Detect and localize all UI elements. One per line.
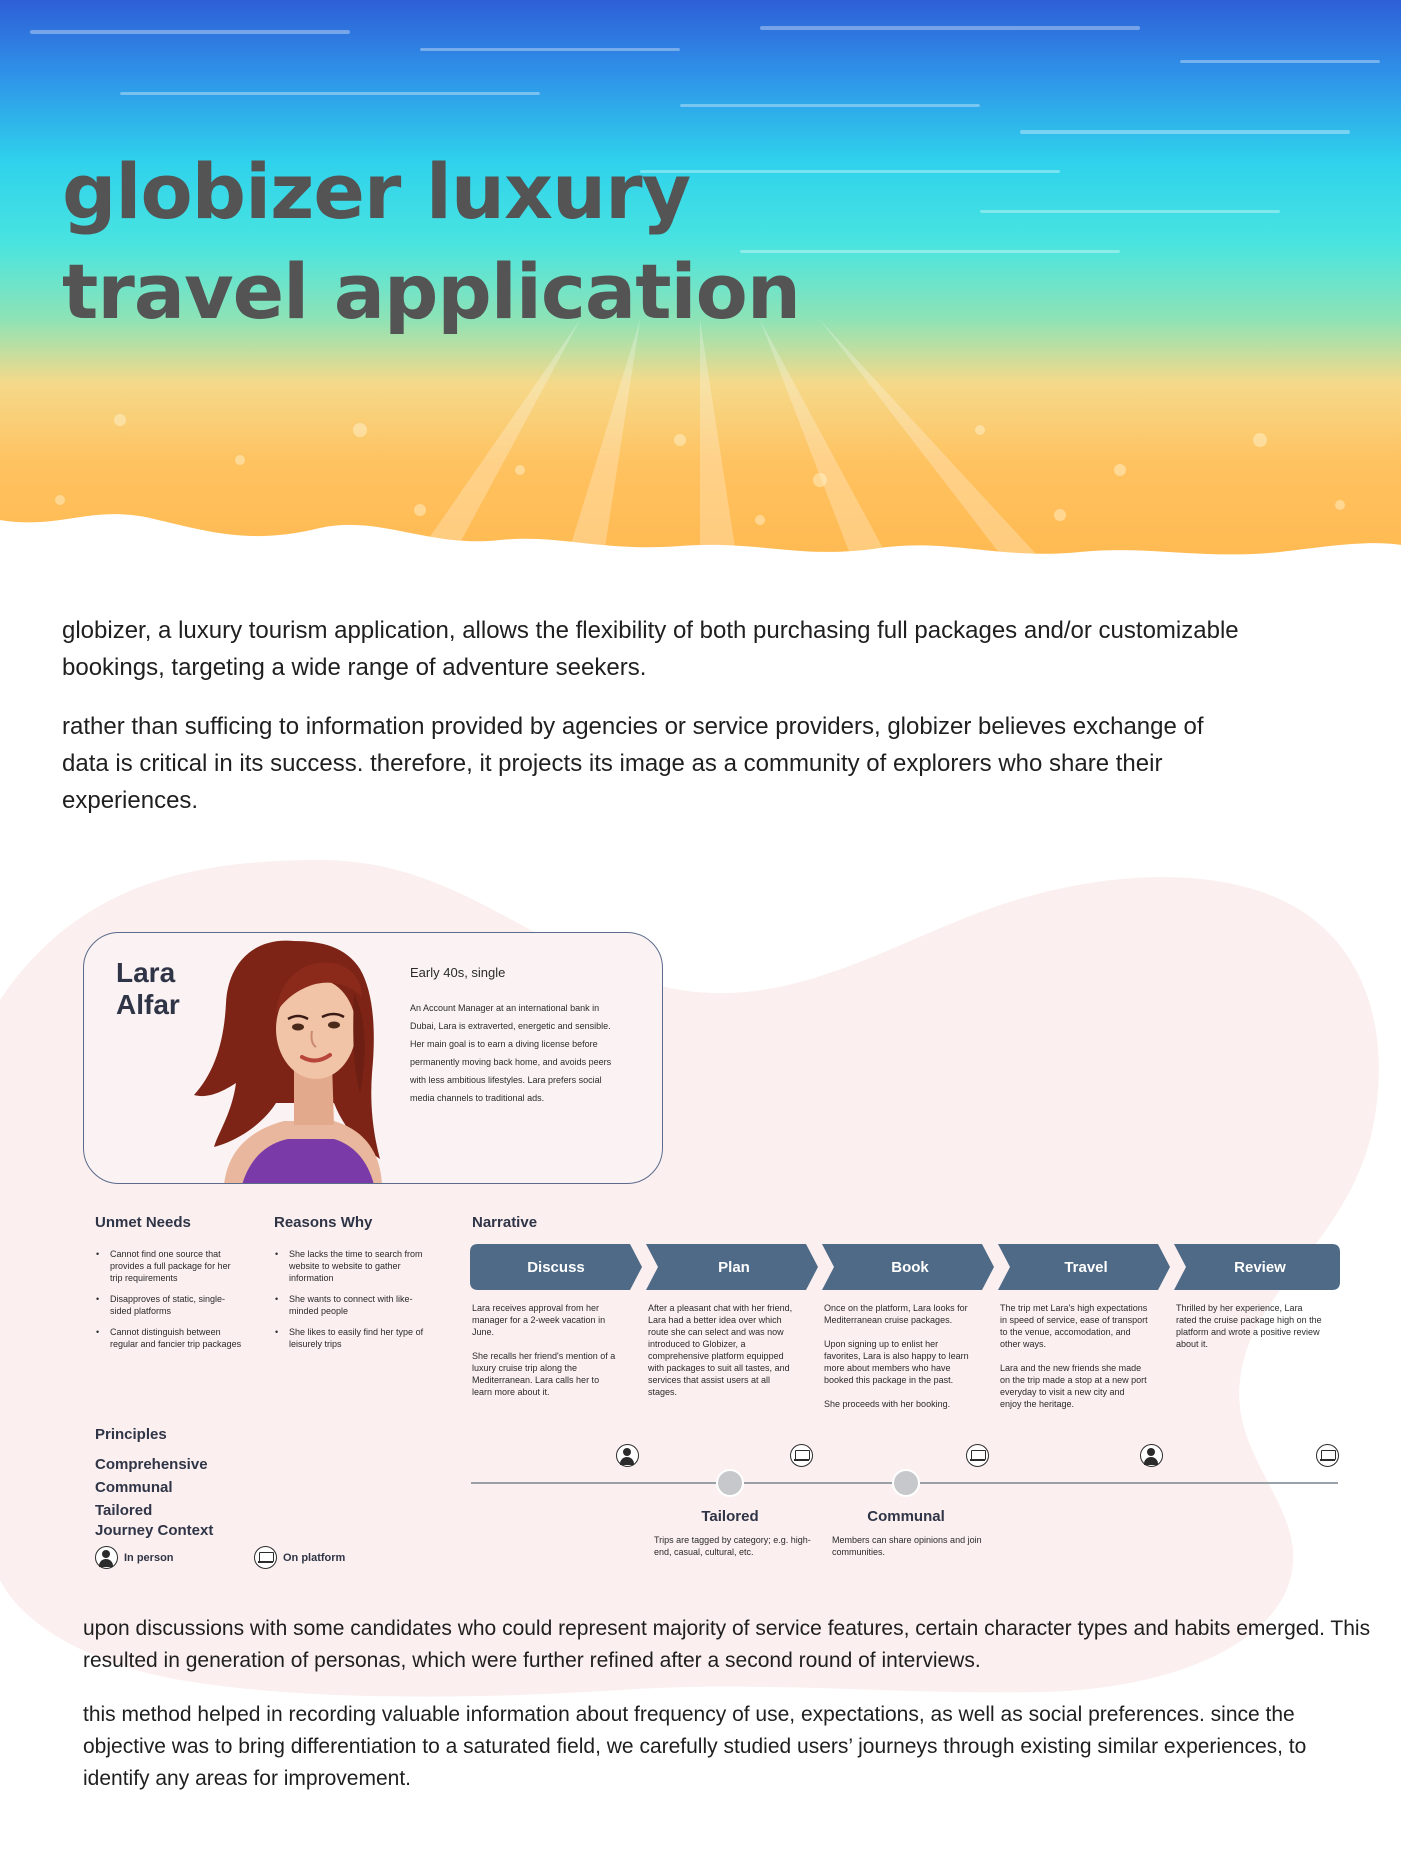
- unmet-needs-list: [95, 1248, 245, 1359]
- stage-paragraph: Once on the platform, Lara looks for Mediterranean cruise packages.: [824, 1303, 968, 1325]
- stage-paragraph: The trip met Lara's high expectations in speed of service, ease of transport to the venue, accomodation, and other ways.: [1000, 1303, 1148, 1349]
- touchpoint-text: Trips are tagged by category; e.g. high-end, casual, cultural, etc.: [654, 1535, 811, 1557]
- list-item: • She lacks the time to search from website to website to gather information: [274, 1248, 424, 1284]
- person-icon: [616, 1444, 639, 1467]
- person-icon: [95, 1546, 118, 1569]
- list-item: • She wants to connect with like-minded people: [274, 1293, 424, 1317]
- persona-first-name: Lara: [116, 957, 176, 988]
- stage-travel: Travel: [1064, 1258, 1108, 1276]
- page-title: [62, 142, 800, 342]
- legend-label: In person: [124, 1551, 174, 1564]
- persona-name: [116, 957, 180, 1021]
- list-item: • Disapproves of static, single-sided platforms: [95, 1293, 245, 1317]
- touchpoint-node-communal: [892, 1469, 920, 1497]
- intro-section: [62, 612, 1242, 841]
- legend-on-platform: [254, 1546, 345, 1569]
- person-icon: [1140, 1444, 1163, 1467]
- stage-description-discuss: [472, 1302, 620, 1410]
- stage-review: Review: [1234, 1258, 1286, 1276]
- outro-paragraph: upon discussions with some candidates who could represent majority of service features, certain character types and habits emerged. This resulted in generation of personas, which were further refined after a second round of interviews.: [83, 1617, 1371, 1672]
- principles-list: [95, 1453, 208, 1522]
- list-item: • Cannot find one source that provides a full package for her trip requirements: [95, 1248, 245, 1284]
- persona-card: [83, 932, 663, 1184]
- intro-paragraph: rather than sufficing to information provided by agencies or service providers, globizer believes exchange of data is critical in its success. therefore, it projects its image as a community of explorers who share their experiences.: [62, 713, 1204, 814]
- stage-description-travel: [1000, 1302, 1148, 1422]
- outro-paragraph: this method helped in recording valuable information about frequency of use, expectations, as well as social preferences. since the objective was to bring differentiation to a saturated field, we carefully studied users’ journeys through existing similar experiences, to identify any areas for improvement.: [83, 1703, 1307, 1790]
- touchpoint-node-tailored: [716, 1469, 744, 1497]
- stage-description-plan: [648, 1302, 796, 1410]
- touchpoint-title: Tailored: [701, 1508, 759, 1525]
- reasons-why-list: [274, 1248, 424, 1359]
- intro-paragraph: globizer, a luxury tourism application, allows the flexibility of both purchasing full packages and/or customizable bookings, targeting a wide range of adventure seekers.: [62, 617, 1239, 681]
- stage-plan: Plan: [718, 1258, 750, 1276]
- principle-item: Tailored: [95, 1502, 153, 1519]
- laptop-icon: [790, 1444, 813, 1467]
- reasons-why-title: Reasons Why: [274, 1214, 373, 1231]
- stage-paragraph: Lara receives approval from her manager for a 2-week vacation in June.: [472, 1303, 606, 1337]
- stage-paragraph: Thrilled by her experience, Lara rated the cruise package high on the platform and wrote a positive review about it.: [1176, 1303, 1322, 1349]
- persona-last-name: Alfar: [116, 989, 180, 1020]
- principles-title: Principles: [95, 1426, 167, 1443]
- legend-label: On platform: [283, 1551, 346, 1564]
- stage-book: Book: [891, 1258, 929, 1276]
- persona-avatar: [184, 933, 384, 1184]
- laptop-icon: [254, 1546, 277, 1569]
- stage-paragraph: She recalls her friend's mention of a luxury cruise trip along the Mediterranean. Lara calls her to learn more about it.: [472, 1351, 616, 1397]
- list-item: • Cannot distinguish between regular and fancier trip packages: [95, 1326, 245, 1350]
- stage-paragraph: Upon signing up to enlist her favorites, Lara is also happy to learn more about members who have booked this package in the past.: [824, 1339, 969, 1385]
- stage-paragraph: Lara and the new friends she made on the trip made a stop at a new port everyday to visit a new city and enjoy the heritage.: [1000, 1363, 1147, 1409]
- stage-description-review: [1176, 1302, 1324, 1362]
- stage-discuss: Discuss: [527, 1258, 585, 1276]
- title-line-2: travel application: [62, 247, 800, 336]
- legend-in-person: [95, 1546, 174, 1569]
- principles-section: [95, 1426, 208, 1522]
- list-item: • She likes to easily find her type of leisurely trips: [274, 1326, 424, 1350]
- touchpoint-title: Communal: [867, 1508, 945, 1525]
- journey-context-title: Journey Context: [95, 1522, 214, 1539]
- stage-description-book: [824, 1302, 972, 1422]
- narrative-title: Narrative: [472, 1214, 538, 1231]
- touchpoint-text: Members can share opinions and join communities.: [832, 1535, 982, 1557]
- stage-paragraph: She proceeds with her booking.: [824, 1399, 951, 1409]
- persona-description: An Account Manager at an international bank in Dubai, Lara is extraverted, energetic and sensible. Her main goal is to earn a diving license before permanently moving back home, and avoids peers with less ambitious lifestyles. Lara prefers social media channels to traditional ads.: [410, 1003, 612, 1103]
- stage-paragraph: After a pleasant chat with her friend, Lara had a better idea over which route she can select and was now introduced to Globizer, a comprehensive platform equipped with packages to suit all tastes, and services that assist users at all stages.: [648, 1303, 793, 1397]
- laptop-icon: [966, 1444, 989, 1467]
- outro-section: [83, 1613, 1373, 1817]
- principle-item: Communal: [95, 1479, 173, 1496]
- hero-banner: [0, 0, 1401, 580]
- unmet-needs-title: Unmet Needs: [95, 1214, 191, 1231]
- principle-item: Comprehensive: [95, 1456, 208, 1473]
- laptop-icon: [1316, 1444, 1339, 1467]
- title-line-1: globizer luxury: [62, 147, 691, 236]
- persona-subtitle: Early 40s, single: [410, 965, 506, 980]
